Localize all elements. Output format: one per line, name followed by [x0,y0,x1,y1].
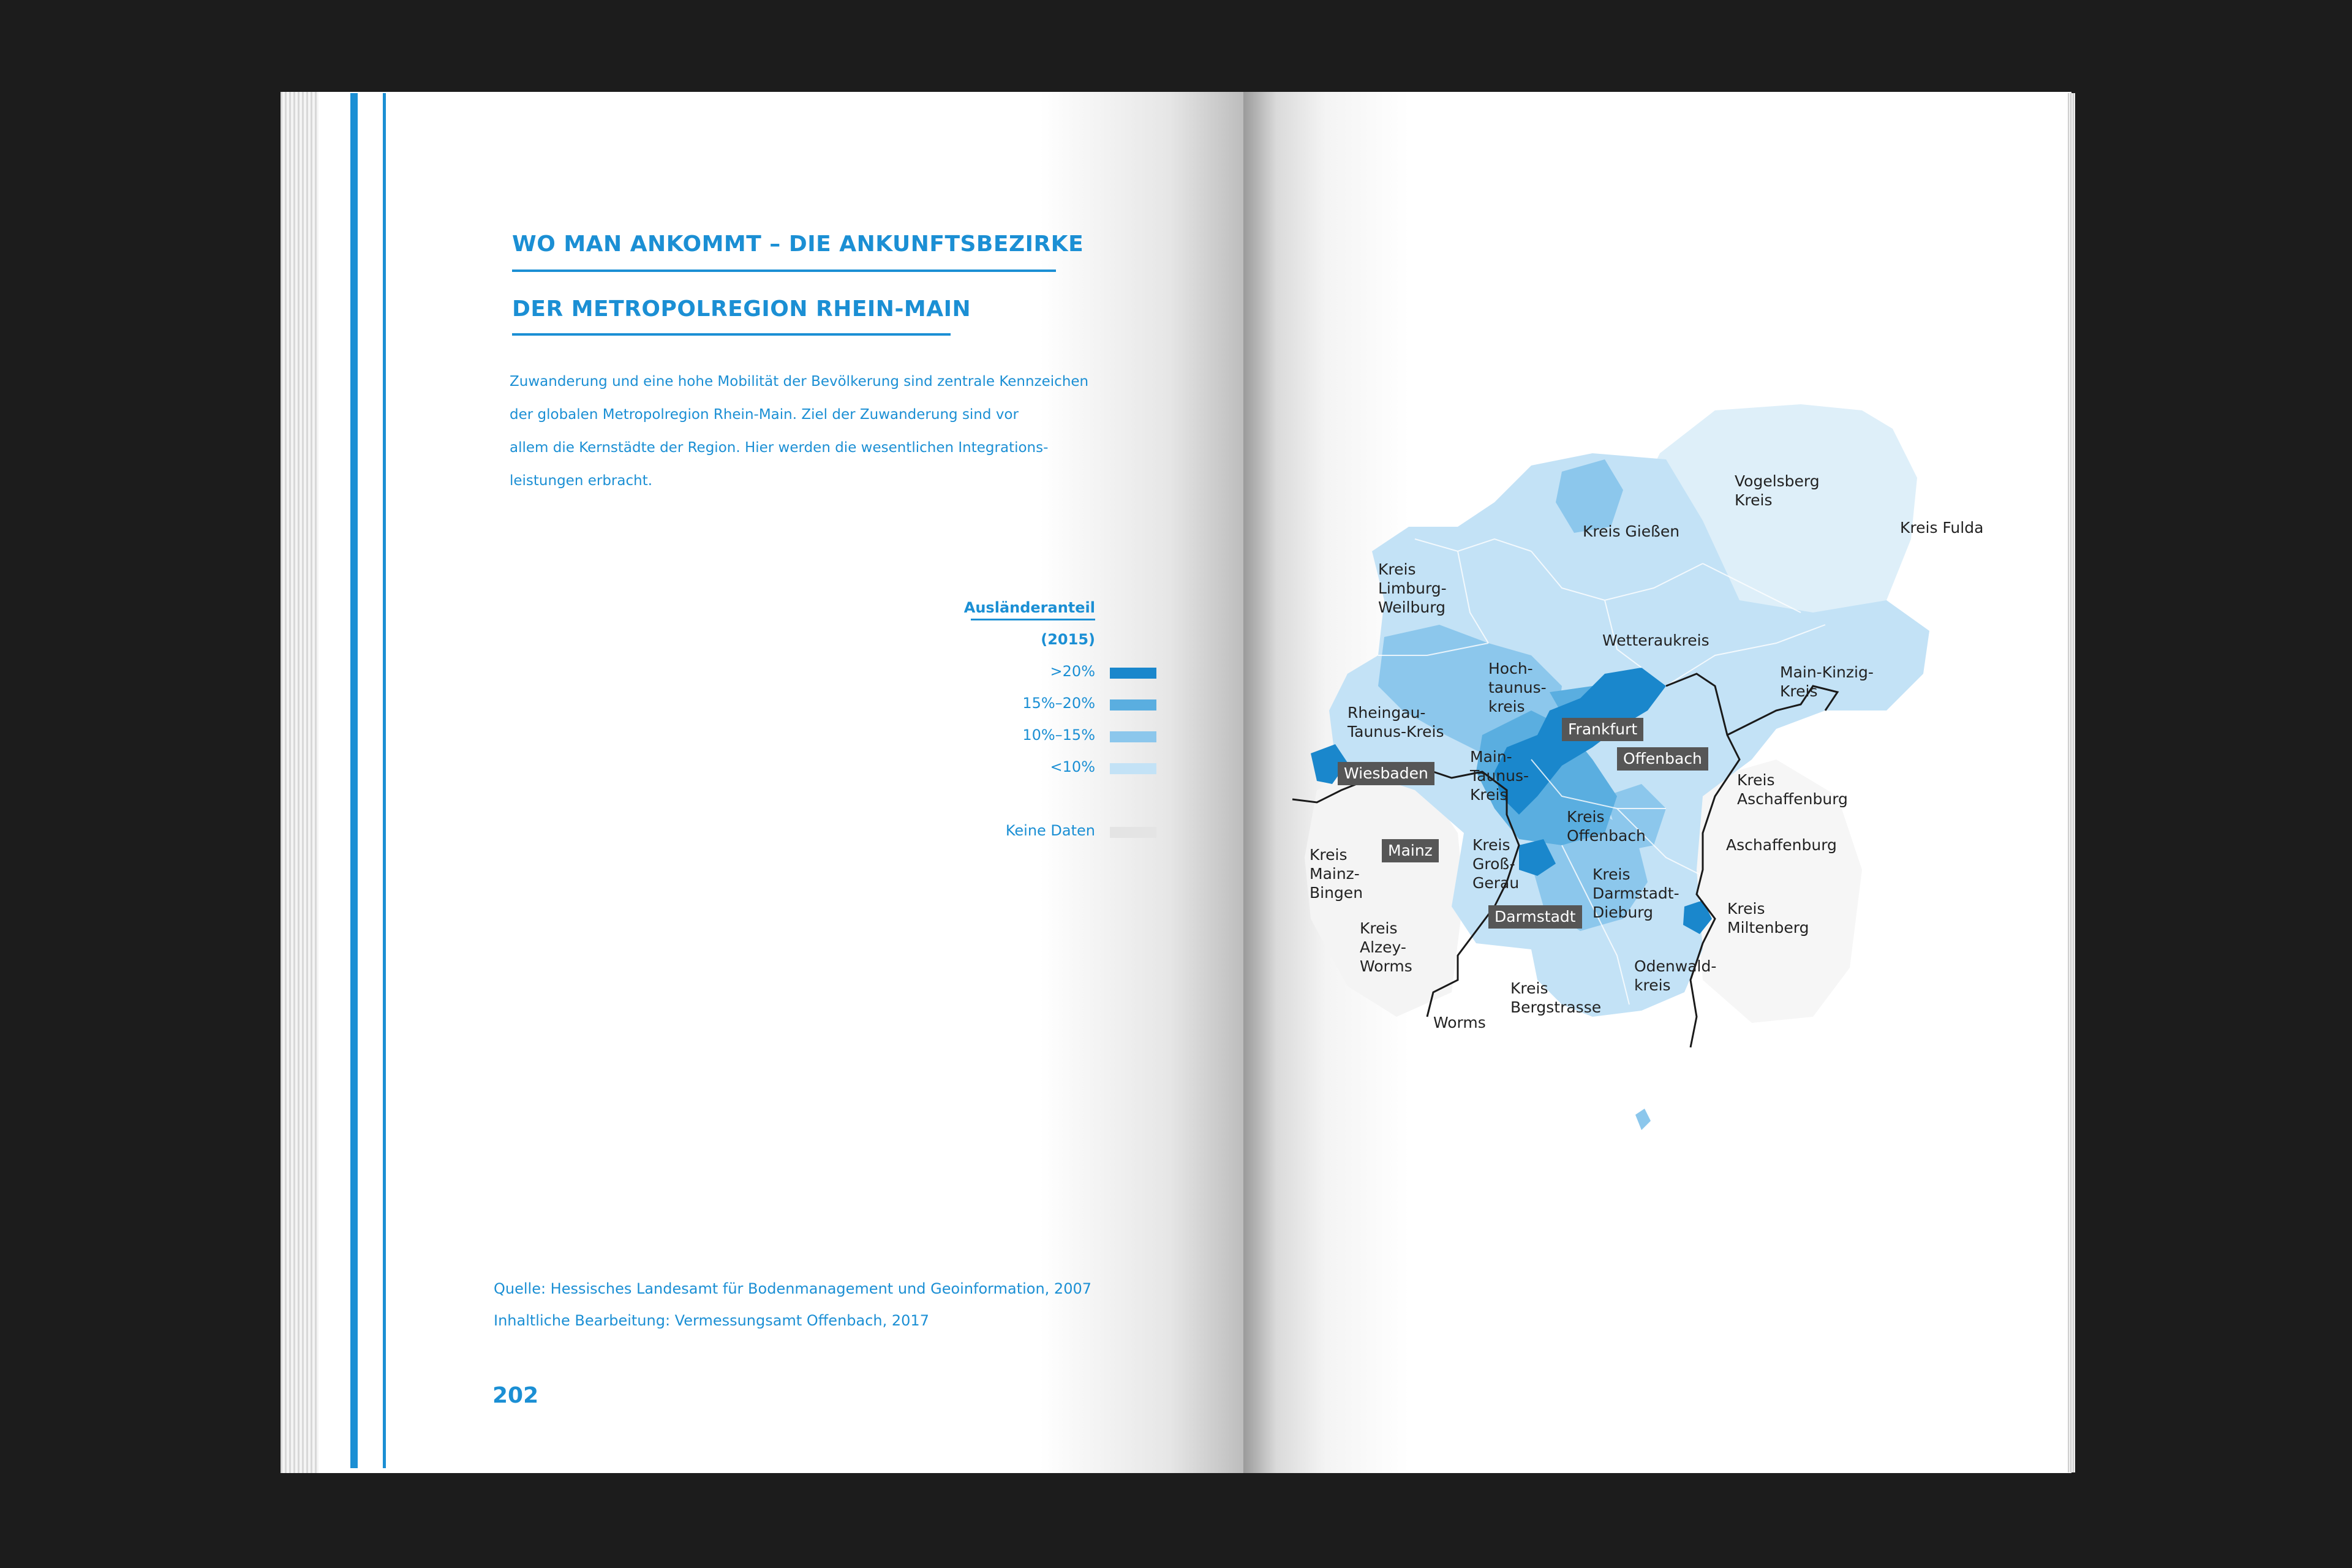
label-gross-gerau: Kreis Groß- Gerau [1472,836,1520,892]
title-underline-1 [512,270,1056,272]
label-rheingau-taunus: Rheingau- Taunus-Kreis [1348,704,1444,741]
label-darmstadt-dieburg: Kreis Darmstadt- Dieburg [1593,865,1679,921]
label-limburg: Kreis Limburg- Weilburg [1378,560,1447,616]
label-bergstrasse: Kreis Bergstrasse [1510,979,1602,1016]
region-15-20-eberbach [1635,1109,1651,1130]
label-aschaffenburg: Aschaffenburg [1726,836,1837,854]
title-underline-2 [512,333,951,336]
legend-item-label: Keine Daten [1005,822,1095,839]
legend-title-underline [971,619,1095,620]
legend-title: Ausländeranteil [963,599,1095,616]
legend-item-label: 15%–20% [1022,695,1095,712]
legend-item-15-20 [919,695,1164,713]
legend-swatch [1110,699,1156,710]
legend-swatch [1110,668,1156,679]
label-main-kinzig: Main-Kinzig- Kreis [1780,663,1874,700]
legend-item-label: <10% [1050,758,1095,775]
label-worms: Worms [1433,1014,1486,1031]
label-odenwald: Odenwald- kreis [1634,957,1717,994]
source-line: Quelle: Hessisches Landesamt für Bodenmanagement und Geoinformation, 2007 [494,1280,1091,1297]
legend-swatch [1110,763,1156,774]
city-label-wiesbaden: Wiesbaden [1338,762,1434,785]
map-legend [919,594,1164,851]
page-edge-blue-bar [350,93,358,1468]
legend-item-label: >20% [1050,663,1095,680]
intro-line: leistungen erbracht. [510,473,653,489]
label-fulda: Kreis Fulda [1900,519,1984,537]
legend-swatch [1110,731,1156,742]
intro-line: allem die Kernstädte der Region. Hier werden die wesentlichen Integrations- [510,440,1049,456]
legend-item-under-10 [919,758,1164,777]
city-label-mainz: Mainz [1382,839,1439,862]
label-alzey-worms: Kreis Alzey- Worms [1360,919,1412,975]
legend-item-no-data [919,822,1164,840]
label-main-taunus: Main- Taunus- Kreis [1470,748,1529,804]
intro-paragraph [510,365,1159,497]
label-mainz-bingen: Kreis Mainz- Bingen [1310,846,1363,902]
page-title-line2: DER METROPOLREGION RHEIN-MAIN [512,296,971,322]
label-kreis-offenbach: Kreis Offenbach [1567,808,1646,845]
legend-swatch [1110,827,1156,838]
city-label-frankfurt: Frankfurt [1562,718,1643,741]
legend-subtitle: (2015) [1041,631,1095,648]
page-edge-blue-line [383,93,386,1468]
intro-line: Zuwanderung und eine hohe Mobilität der Bevölkerung sind zentrale Kennzeichen [510,374,1089,390]
city-label-offenbach: Offenbach [1617,747,1708,771]
label-giessen: Kreis Gießen [1583,522,1680,540]
choropleth-map [1274,368,2070,1164]
label-miltenberg: Kreis Miltenberg [1727,900,1809,937]
label-kreis-aschaffenburg: Kreis Aschaffenburg [1737,771,1848,808]
city-label-darmstadt: Darmstadt [1488,905,1582,929]
legend-item-over-20 [919,663,1164,681]
legend-item-10-15 [919,726,1164,745]
label-wetterau: Wetteraukreis [1602,631,1709,649]
legend-item-label: 10%–15% [1022,726,1095,744]
page-title-line1: WO MAN ANKOMMT – DIE ANKUNFTSBEZIRKE [512,232,1084,257]
page-number: 202 [492,1383,539,1408]
label-hochtaunus: Hoch- taunus- kreis [1488,660,1547,715]
editing-credit-line: Inhaltliche Bearbeitung: Vermessungsamt Offenbach, 2017 [494,1312,929,1329]
label-vogelsberg: Vogelsberg Kreis [1735,472,1820,509]
intro-line: der globalen Metropolregion Rhein-Main. Ziel der Zuwanderung sind vor [510,407,1019,423]
